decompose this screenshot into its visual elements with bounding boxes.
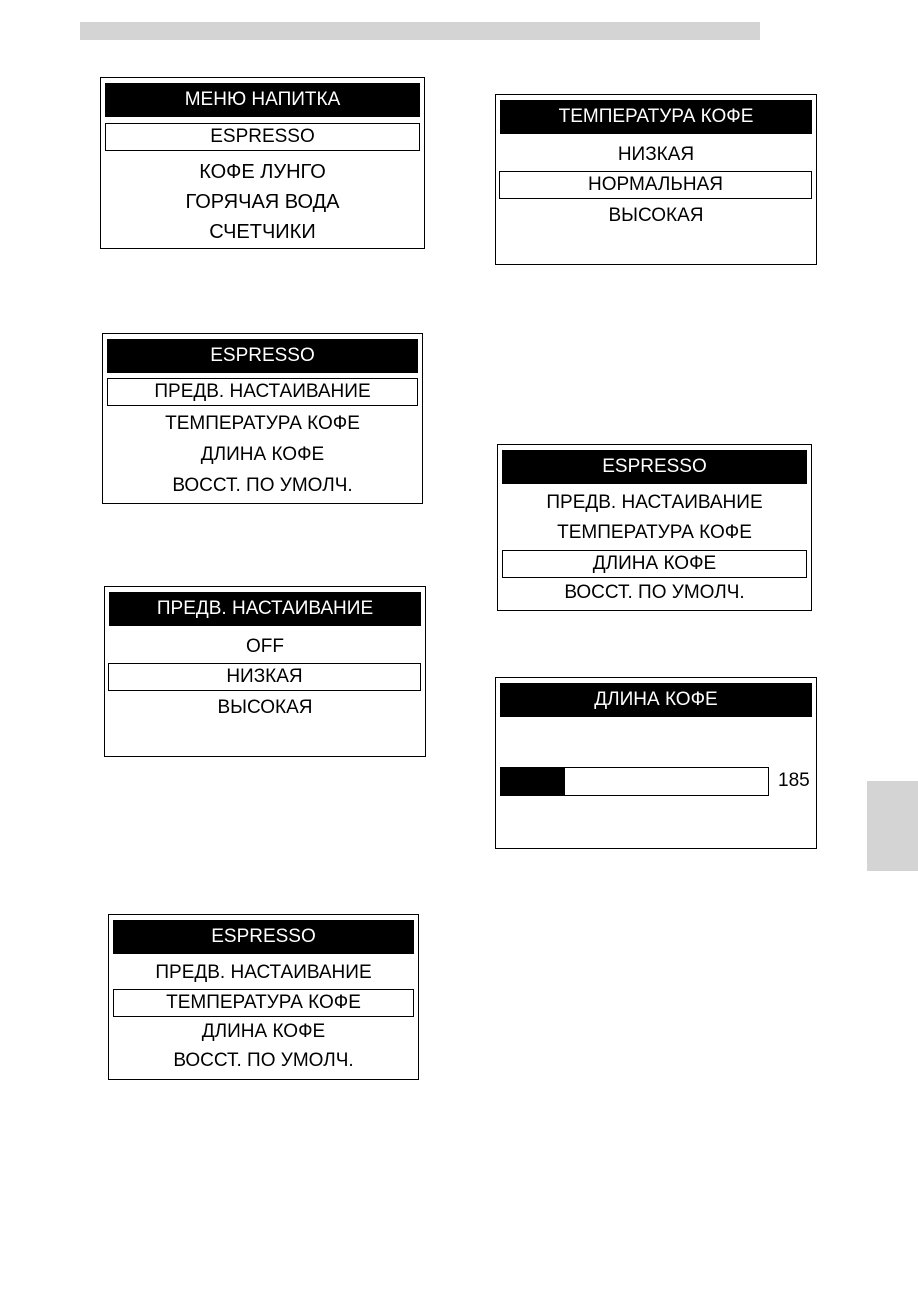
menu-item-preinfusion[interactable]: ПРЕДВ. НАСТАИВАНИЕ [107,378,418,406]
menu-item-coffee-temperature[interactable]: ТЕМПЕРАТУРА КОФЕ [165,413,360,434]
menu-item-coffee-temperature[interactable]: ТЕМПЕРАТУРА КОФЕ [557,522,752,543]
screen-title: МЕНЮ НАПИТКА [105,83,420,117]
menu-item-counters[interactable]: СЧЕТЧИКИ [209,221,316,243]
option-normal[interactable]: НОРМАЛЬНАЯ [499,171,812,199]
option-low[interactable]: НИЗКАЯ [617,144,695,165]
length-slider[interactable] [500,767,769,796]
length-value: 185 [778,770,810,791]
menu-item-restore-defaults[interactable]: ВОССТ. ПО УМОЛЧ. [564,582,745,603]
menu-item-restore-defaults[interactable]: ВОССТ. ПО УМОЛЧ. [173,1050,354,1071]
preinfusion-screen [104,586,426,757]
espresso-menu-screen [497,444,812,611]
menu-item-restore-defaults[interactable]: ВОССТ. ПО УМОЛЧ. [172,475,353,496]
option-high[interactable]: ВЫСОКАЯ [608,205,704,226]
menu-item-preinfusion[interactable]: ПРЕДВ. НАСТАИВАНИЕ [546,492,763,513]
screen-title: ПРЕДВ. НАСТАИВАНИЕ [109,592,421,626]
menu-item-espresso[interactable]: ESPRESSO [105,123,420,151]
coffee-length-screen [495,677,817,849]
option-off[interactable]: OFF [246,636,284,657]
page-side-tab [867,781,918,871]
screen-title: ESPRESSO [113,920,414,954]
option-high[interactable]: ВЫСОКАЯ [217,697,313,718]
espresso-menu-screen [102,333,423,504]
screen-title: ESPRESSO [107,339,418,373]
screen-title: ESPRESSO [502,450,807,484]
menu-item-lungo[interactable]: КОФЕ ЛУНГО [199,161,326,183]
menu-item-hot-water[interactable]: ГОРЯЧАЯ ВОДА [185,191,340,213]
screen-title: ДЛИНА КОФЕ [500,683,812,717]
espresso-menu-screen [108,914,419,1080]
screen-title: ТЕМПЕРАТУРА КОФЕ [500,100,812,134]
menu-item-coffee-length[interactable]: ДЛИНА КОФЕ [502,550,807,578]
coffee-temperature-screen [495,94,817,265]
menu-item-coffee-temperature[interactable]: ТЕМПЕРАТУРА КОФЕ [113,989,414,1017]
menu-item-coffee-length[interactable]: ДЛИНА КОФЕ [201,1021,326,1042]
menu-item-preinfusion[interactable]: ПРЕДВ. НАСТАИВАНИЕ [155,962,372,983]
page-header-band [80,22,760,40]
drink-menu-screen [100,77,425,249]
length-slider-fill [501,768,565,795]
option-low[interactable]: НИЗКАЯ [108,663,421,691]
menu-item-coffee-length[interactable]: ДЛИНА КОФЕ [200,444,325,465]
